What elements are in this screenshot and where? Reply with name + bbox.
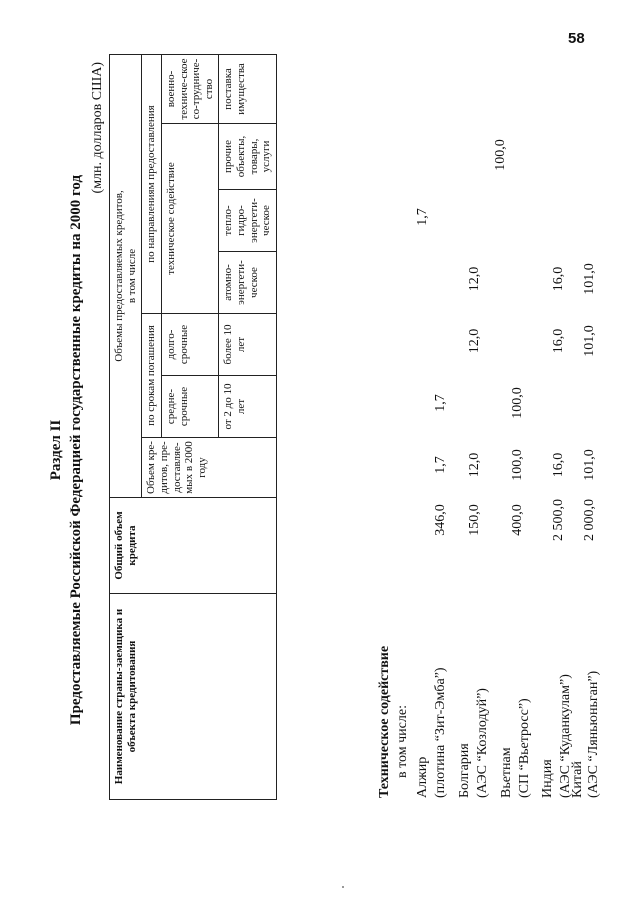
header-long-range: более 10 лет bbox=[219, 314, 277, 376]
total-cell: 150,0 bbox=[467, 504, 482, 536]
volume-2000-cell: 12,0 bbox=[467, 452, 482, 478]
long-term-cell: 12,0 bbox=[467, 328, 482, 354]
header-volume-2000: Объем кре-дитов, пре-доставляе-мых в 2000 году bbox=[142, 438, 277, 498]
volume-2000-cell: 101,0 bbox=[582, 449, 597, 481]
header-by-maturity: по срокам погашения bbox=[142, 314, 162, 438]
header-incl-text: в том числе bbox=[125, 248, 138, 304]
credit-object: (АЭС “Ляньюньган”) bbox=[586, 670, 601, 798]
header-supply: поставка имущества bbox=[219, 54, 277, 123]
header-long-term: долго-срочные bbox=[161, 314, 219, 376]
header-tech-assistance: техническое содействие bbox=[161, 124, 219, 314]
header-nuclear: атомно-энергети-ческое bbox=[219, 252, 277, 314]
other-cell: 100,0 bbox=[493, 139, 508, 171]
credit-object: (СП “Вьетросс”) bbox=[517, 698, 532, 798]
country-name: Индия bbox=[540, 759, 555, 798]
document-title: Предоставляемые Российской Федерацией государственные кредиты на 2000 год bbox=[68, 174, 84, 726]
thermo-cell: 1,7 bbox=[415, 208, 430, 226]
header-by-direction: по направлениям предоставления bbox=[142, 54, 162, 313]
total-cell: 2 500,0 bbox=[551, 499, 566, 541]
country-name: Вьетнам bbox=[499, 747, 514, 798]
medium-term-cell: 100,0 bbox=[510, 387, 525, 419]
country-name: Болгария bbox=[457, 743, 472, 798]
header-name: Наименование страны-заемщика и объекта кредитования bbox=[110, 594, 277, 800]
header-volumes bbox=[110, 54, 142, 497]
total-cell: 2 000,0 bbox=[582, 499, 597, 541]
credit-object: (АЭС “Куданкулам”) bbox=[558, 674, 573, 798]
volume-2000-cell: 16,0 bbox=[551, 452, 566, 478]
header-total: Общий объем кредита bbox=[110, 498, 277, 594]
credit-object: (плотина “Зит-Эмба”) bbox=[433, 667, 448, 798]
total-cell: 400,0 bbox=[510, 504, 525, 536]
header-medium-range: от 2 до 10 лет bbox=[219, 376, 277, 438]
including-label: в том числе: bbox=[395, 705, 410, 778]
header-volumes-text: Объемы предоставляемых кредитов, bbox=[113, 190, 125, 362]
scan-artifact bbox=[342, 886, 344, 888]
credit-object: (АЭС “Козлодуй”) bbox=[475, 688, 490, 798]
total-cell: 346,0 bbox=[433, 504, 448, 536]
nuclear-cell: 16,0 bbox=[551, 266, 566, 292]
long-term-cell: 101,0 bbox=[582, 325, 597, 357]
nuclear-cell: 101,0 bbox=[582, 263, 597, 295]
nuclear-cell: 12,0 bbox=[467, 266, 482, 292]
group-label: Техническое содействие bbox=[377, 645, 392, 798]
section-heading: Раздел II bbox=[48, 419, 64, 481]
header-medium-term: средне-срочные bbox=[161, 376, 219, 438]
long-term-cell: 16,0 bbox=[551, 328, 566, 354]
rotated-page-content bbox=[40, 20, 600, 880]
volume-2000-cell: 100,0 bbox=[510, 449, 525, 481]
header-other: прочие объекты, товары, услуги bbox=[219, 124, 277, 190]
volume-2000-cell: 1,7 bbox=[433, 456, 448, 474]
units-note: (млн. долларов США) bbox=[90, 62, 105, 194]
header-military: военно-техниче-ское со-трудниче-ство bbox=[161, 54, 219, 123]
medium-term-cell: 1,7 bbox=[433, 394, 448, 412]
country-name: Китай bbox=[570, 761, 585, 798]
page-number: 58 bbox=[568, 30, 585, 47]
credits-table-header bbox=[109, 54, 277, 800]
header-thermo: тепло-гидро-энергети-ческое bbox=[219, 190, 277, 252]
country-name: Алжир bbox=[415, 756, 430, 798]
